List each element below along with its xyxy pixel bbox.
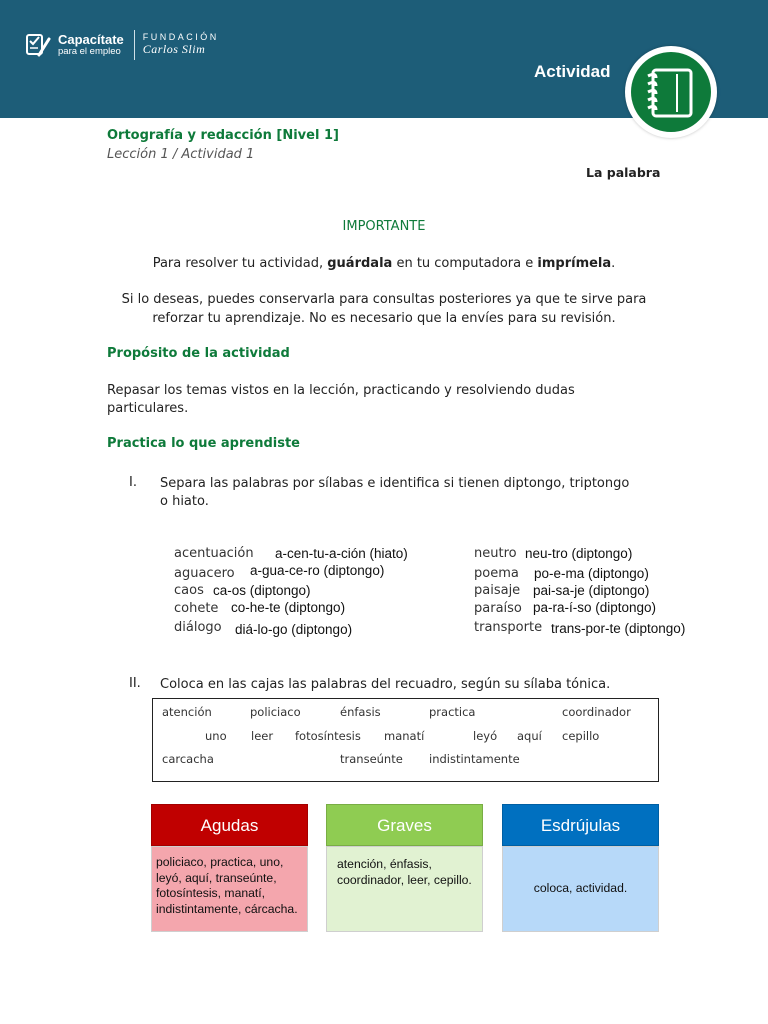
exercise-2-number: II. [129,676,141,691]
print-emphasis: imprímela [537,256,612,271]
syllable-answer: co-he-te (diptongo) [231,600,346,615]
word-bank-item: policiaco [250,705,301,719]
syllable-answer: neu-tro (diptongo) [525,546,633,561]
save-instructions-text: Para resolver tu actividad, [152,256,328,271]
word-bank-box [152,698,659,782]
foundation-name: Carlos Slim [142,42,206,57]
syllable-answer: diá-lo-go (diptongo) [235,622,353,637]
word-item: poema [474,566,519,581]
syllable-answer: po-e-ma (diptongo) [534,566,649,581]
syllable-answer: pa-ra-í-so (diptongo) [533,600,657,615]
header-title: Actividad [534,62,611,81]
keep-note: Si lo deseas, puedes conservarla para consultas posteriores ya que te sirve para reforzar tu aprendizaje. No es necesario que la envíes para su revisión. [121,292,647,326]
word-bank-item: fotosíntesis [295,729,361,743]
word-bank-item: practica [429,705,476,719]
word-item: transporte [474,620,543,635]
capacitate-logo [24,30,219,60]
word-item: caos [174,583,204,598]
lesson-label: Lección 1 / Actividad 1 [107,147,255,162]
word-item: acentuación [174,546,254,561]
word-bank-item: manatí [384,729,425,743]
course-title: Ortografía y redacción [Nivel 1] [107,128,339,143]
exercise-1-number: I. [129,475,137,490]
word-bank-item: indistintamente [429,752,520,766]
word-bank-item: cepillo [562,729,600,743]
word-bank-item: carcacha [162,752,214,766]
esdrujulas-content[interactable]: coloca, actividad. [502,846,659,932]
logo-title: Capacítate [58,32,124,48]
save-instructions-text-2: en tu computadora e [392,256,538,271]
word-item: neutro [474,546,517,561]
logo-subtitle: para el empleo [58,45,121,57]
word-bank-item: coordinador [562,705,631,719]
notebook-icon [631,52,711,132]
graves-header: Graves [326,804,483,846]
practice-heading: Practica lo que aprendiste [107,436,301,451]
exercise-2-instruction: Coloca en las cajas las palabras del recuadro, según su sílaba tónica. [160,677,611,692]
important-heading: IMPORTANTE [342,219,426,234]
save-instructions-end: . [611,256,616,271]
exercise-1-instruction: Separa las palabras por sílabas e identifica si tienen diptongo, triptongo o hiato. [160,476,630,509]
word-item: aguacero [174,566,235,581]
syllable-answer: trans-por-te (diptongo) [551,621,686,636]
word-bank-item: transeúnte [340,752,403,766]
syllable-answer: a-cen-tu-a-ción (hiato) [275,546,408,561]
agudas-box [151,804,308,932]
graves-box [326,804,483,932]
syllable-answer: ca-os (diptongo) [213,583,311,598]
syllable-answer: a-gua-ce-ro (diptongo) [250,563,385,578]
graves-content[interactable]: atención, énfasis, coordinador, leer, cepillo. [326,846,483,932]
purpose-heading: Propósito de la actividad [107,346,290,361]
save-emphasis: guárdala [327,256,393,271]
word-item: paraíso [474,601,522,616]
word-bank-item: leer [251,729,274,743]
agudas-content[interactable]: policiaco, practica, uno, leyó, aquí, transeúnte, fotosíntesis, manatí, indistintamente, cárcacha. [151,846,308,932]
activity-badge [625,46,717,138]
word-bank-item: atención [162,705,212,719]
capacitate-logo-icon [24,32,52,58]
word-bank-item: leyó [473,729,498,743]
syllable-answer: pai-sa-je (diptongo) [533,583,650,598]
word-item: paisaje [474,583,521,598]
logo-divider [134,30,135,60]
save-instructions [100,254,668,273]
word-bank-item: énfasis [340,705,381,719]
word-item: diálogo [174,620,222,635]
esdrujulas-box [502,804,659,932]
foundation-label: FUNDACIÓN [142,32,219,43]
word-bank-item: aquí [517,729,542,743]
topic-label: La palabra [586,165,661,180]
esdrujulas-header: Esdrújulas [502,804,659,846]
purpose-text: Repasar los temas vistos en la lección, practicando y resolviendo dudas particulares. [107,383,575,416]
word-bank-item: uno [205,729,227,743]
agudas-header: Agudas [151,804,308,846]
word-item: cohete [174,601,219,616]
